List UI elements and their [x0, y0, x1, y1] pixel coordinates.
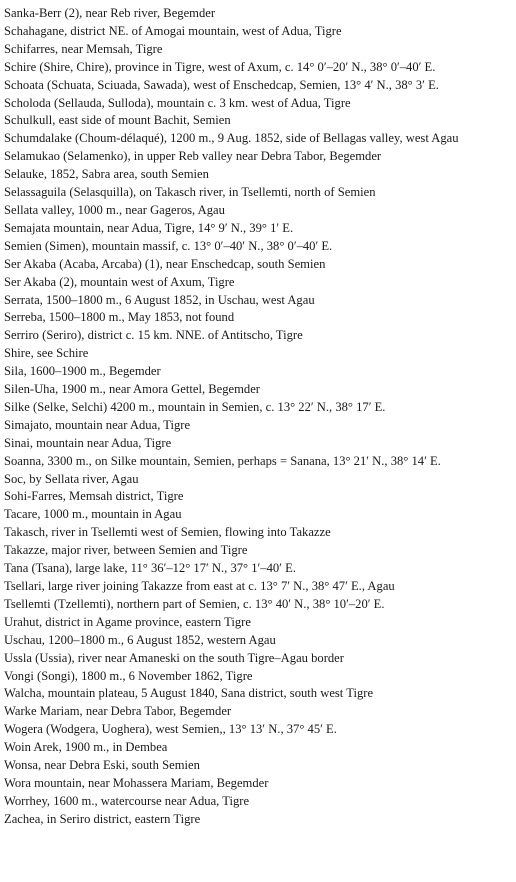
gazetteer-entry: Semien (Simen), mountain massif, c. 13° 0′–40′ N., 38° 0′–40′ E.: [4, 238, 333, 253]
gazetteer-entry: Warke Mariam, near Debra Tabor, Begemder: [4, 704, 232, 719]
gazetteer-entry: Schulkull, east side of mount Bachit, Semien: [4, 113, 231, 128]
gazetteer-entry: Uschau, 1200–1800 m., 6 August 1852, western Agau: [4, 632, 276, 647]
gazetteer-entry: Serrata, 1500–1800 m., 6 August 1852, in Uschau, west Agau: [4, 292, 315, 307]
gazetteer-entry: Schifarres, near Memsah, Tigre: [4, 41, 163, 56]
gazetteer-entry: Scholoda (Sellauda, Sulloda), mountain c. 3 km. west of Adua, Tigre: [4, 95, 351, 110]
gazetteer-entry: Tsellari, large river joining Takazze from east at c. 13° 7′ N., 38° 47′ E., Agau: [4, 579, 395, 593]
gazetteer-entry-list: [4, 5, 512, 829]
gazetteer-entry: Woin Arek, 1900 m., in Dembea: [4, 740, 168, 755]
gazetteer-entry: Shire, see Schire: [4, 346, 89, 361]
gazetteer-entry: Soc, by Sellata river, Agau: [4, 471, 139, 486]
gazetteer-entry: Vongi (Songi), 1800 m., 6 November 1862, Tigre: [4, 668, 253, 683]
gazetteer-entry: Zachea, in Seriro district, eastern Tigre: [4, 811, 201, 826]
gazetteer-entry: Ser Akaba (2), mountain west of Axum, Tigre: [4, 274, 235, 289]
gazetteer-entry: Walcha, mountain plateau, 5 August 1840, Sana district, south west Tigre: [4, 686, 374, 701]
gazetteer-entry: Ussla (Ussia), river near Amaneski on the south Tigre–Agau border: [4, 650, 344, 665]
gazetteer-entry: Sinai, mountain near Adua, Tigre: [4, 435, 172, 450]
gazetteer-entry: Sanka-Berr (2), near Reb river, Begemder: [4, 6, 216, 20]
gazetteer-entry: Takazze, major river, between Semien and Tigre: [4, 543, 248, 558]
gazetteer-entry: Schahagane, district NE. of Amogai mountain, west of Adua, Tigre: [4, 23, 342, 38]
gazetteer-entry: Wonsa, near Debra Eski, south Semien: [4, 758, 200, 773]
gazetteer-entry: Schumdalake (Choum-délaqué), 1200 m., 9 Aug. 1852, side of Bellagas valley, west Agau: [4, 131, 459, 146]
gazetteer-entry: Sila, 1600–1900 m., Begemder: [4, 364, 161, 379]
gazetteer-entry: Simajato, mountain near Adua, Tigre: [4, 417, 191, 432]
gazetteer-entry: Selamukao (Selamenko), in upper Reb valley near Debra Tabor, Begemder: [4, 149, 382, 164]
gazetteer-entry: Tsellemti (Tzellemti), northern part of Semien, c. 13° 40′ N., 38° 10′–20′ E.: [4, 596, 385, 611]
gazetteer-entry: Tana (Tsana), large lake, 11° 36′–12° 17′ N., 37° 1′–40′ E.: [4, 561, 296, 576]
gazetteer-entry: Silke (Selke, Selchi) 4200 m., mountain in Semien, c. 13° 22′ N., 38° 17′ E.: [4, 399, 386, 414]
gazetteer-entry: Semajata mountain, near Adua, Tigre, 14° 9′ N., 39° 1′ E.: [4, 220, 294, 235]
gazetteer-entry: Worrhey, 1600 m., watercourse near Adua, Tigre: [4, 793, 250, 808]
gazetteer-entry: Ser Akaba (Acaba, Arcaba) (1), near Enschedcap, south Semien: [4, 256, 326, 271]
gazetteer-entry: Schoata (Schuata, Sciuada, Sawada), west of Enschedcap, Semien, 13° 4′ N., 38° 3′ E.: [4, 77, 439, 92]
gazetteer-entry: Selassaguila (Selasquilla), on Takasch river, in Tsellemti, north of Semien: [4, 185, 376, 200]
gazetteer-entry: Sohi-Farres, Memsah district, Tigre: [4, 489, 184, 504]
gazetteer-entry: Soanna, 3300 m., on Silke mountain, Semien, perhaps = Sanana, 13° 21′ N., 38° 14′ E.: [4, 453, 441, 468]
gazetteer-entry: Silen-Uha, 1900 m., near Amora Gettel, Begemder: [4, 382, 261, 397]
gazetteer-entry: Urahut, district in Agame province, eastern Tigre: [4, 614, 251, 629]
gazetteer-entry: Sellata valley, 1000 m., near Gageros, Agau: [4, 202, 225, 217]
gazetteer-entry: Wogera (Wodgera, Uoghera), west Semien,, 13° 13′ N., 37° 45′ E.: [4, 722, 337, 737]
gazetteer-entry: Tacare, 1000 m., mountain in Agau: [4, 507, 182, 522]
gazetteer-entry: Selauke, 1852, Sabra area, south Semien: [4, 167, 209, 182]
gazetteer-entry: Schire (Shire, Chire), province in Tigre, west of Axum, c. 14° 0′–20′ N., 38° 0′–40′ E.: [4, 59, 436, 74]
gazetteer-entry: Serriro (Seriro), district c. 15 km. NNE. of Antitscho, Tigre: [4, 328, 303, 343]
gazetteer-entry: Takasch, river in Tsellemti west of Semien, flowing into Takazze: [4, 525, 331, 540]
gazetteer-entry: Serreba, 1500–1800 m., May 1853, not found: [4, 310, 235, 325]
gazetteer-entry: Wora mountain, near Mohassera Mariam, Begemder: [4, 775, 269, 790]
